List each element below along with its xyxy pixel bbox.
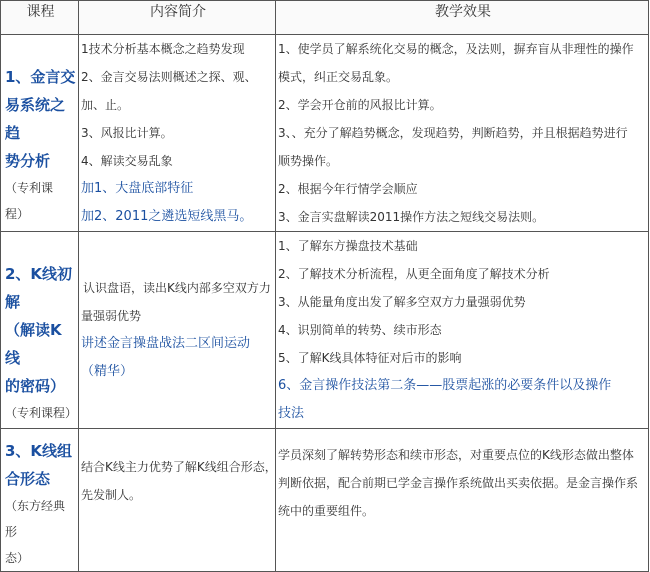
intro-line: 结合K线主力优势了解K线组合形态，	[81, 460, 277, 474]
course-name-line: 的密码）	[5, 377, 66, 395]
effect-line: 学员深刻了解转势形态和续市形态，对重要点位的K线形态做出整体	[278, 448, 634, 462]
course-name-line: 3、K线组	[5, 442, 73, 460]
course-name-line: 解	[5, 293, 21, 311]
table-row	[1, 35, 649, 232]
course-name-line: 2、K线初	[5, 265, 73, 283]
header-row	[1, 1, 649, 35]
effect-line: 3、金言实盘解读2011操作方法之短线交易法则。	[278, 210, 545, 224]
course-name-line: 易系统之趋	[5, 96, 66, 142]
course-intro-cell	[79, 35, 276, 232]
course-type: （专利课	[5, 181, 54, 195]
course-name	[5, 43, 76, 175]
course-intro-cell	[79, 429, 276, 572]
course-name-cell	[1, 429, 79, 572]
course-name-cell	[1, 35, 79, 232]
effect-line: 模式，纠正交易乱象。	[278, 70, 399, 84]
intro-line: 3、风报比计算。	[81, 126, 173, 140]
effect-line: 3、、充分了解趋势概念，发现趋势，判断趋势，并且根据趋势进行	[278, 126, 628, 140]
course-effect-cell	[276, 232, 649, 429]
intro-extra-line: 讲述金言操盘战法二区间运动	[81, 336, 251, 351]
course-name-line: 1、金言交	[5, 68, 76, 86]
course-type: 态）	[5, 551, 30, 565]
effect-line: 2、了解技术分析流程，从更全面角度了解技术分析	[278, 267, 550, 281]
effect-line: 1、使学员了解系统化交易的概念，及法则，摒弃盲从非理性的操作	[278, 42, 634, 56]
intro-line: 量强弱优势	[81, 309, 142, 323]
effect-line: 统中的重要组件。	[278, 504, 375, 518]
intro-extra-line: 加2、2011之遴选短线黑马。	[81, 209, 253, 224]
intro-extra-line: 加1、大盘底部特征	[81, 181, 194, 196]
course-effect-cell	[276, 35, 649, 232]
effect-line: 4、识别简单的转势、续市形态	[278, 323, 442, 337]
course-intro-cell	[79, 232, 276, 429]
effect-line: 顺势操作。	[278, 154, 339, 168]
header-course: 课程	[1, 1, 79, 35]
effect-line: 1、了解东方操盘技术基础	[278, 239, 418, 253]
course-name-line: 合形态	[5, 470, 51, 488]
effect-line: 5、了解K线具体特征对后市的影响	[278, 351, 462, 365]
intro-line: 加、止。	[81, 98, 130, 112]
effect-extra-line: 6、金言操作技法第二条——股票起涨的必要条件以及操作	[278, 378, 612, 393]
course-name	[5, 437, 76, 493]
course-name-cell	[1, 232, 79, 429]
effect-extra-line: 技法	[278, 406, 305, 421]
course-type: 程）	[5, 207, 30, 221]
header-intro: 内容简介	[79, 1, 276, 35]
course-name	[5, 240, 76, 400]
course-type: （专利课程）	[5, 406, 78, 420]
intro-line: 先发制人。	[81, 488, 142, 502]
course-type: （东方经典形	[5, 499, 66, 539]
intro-line: 认识盘语，读出K线内部多空双方力	[83, 281, 271, 295]
effect-line: 2、学会开仓前的风报比计算。	[278, 98, 442, 112]
course-name-line: （解读K线	[5, 321, 62, 367]
table-row	[1, 429, 649, 572]
course-effect-cell	[276, 429, 649, 572]
course-name-line: 势分析	[5, 152, 51, 170]
intro-line: 4、解读交易乱象	[81, 154, 173, 168]
table-row	[1, 232, 649, 429]
effect-line: 2、根据今年行情学会顺应	[278, 182, 418, 196]
intro-extra-line: （精华）	[81, 364, 134, 379]
intro-line: 2、金言交易法则概述之探、观、	[81, 70, 257, 84]
header-effect: 教学效果	[276, 1, 649, 35]
intro-line: 1技术分析基本概念之趋势发现	[81, 42, 245, 56]
effect-line: 3、从能量角度出发了解多空双方力量强弱优势	[278, 295, 526, 309]
effect-line: 判断依据，配合前期已学金言操作系统做出买卖依据。是金言操作系	[278, 476, 639, 490]
